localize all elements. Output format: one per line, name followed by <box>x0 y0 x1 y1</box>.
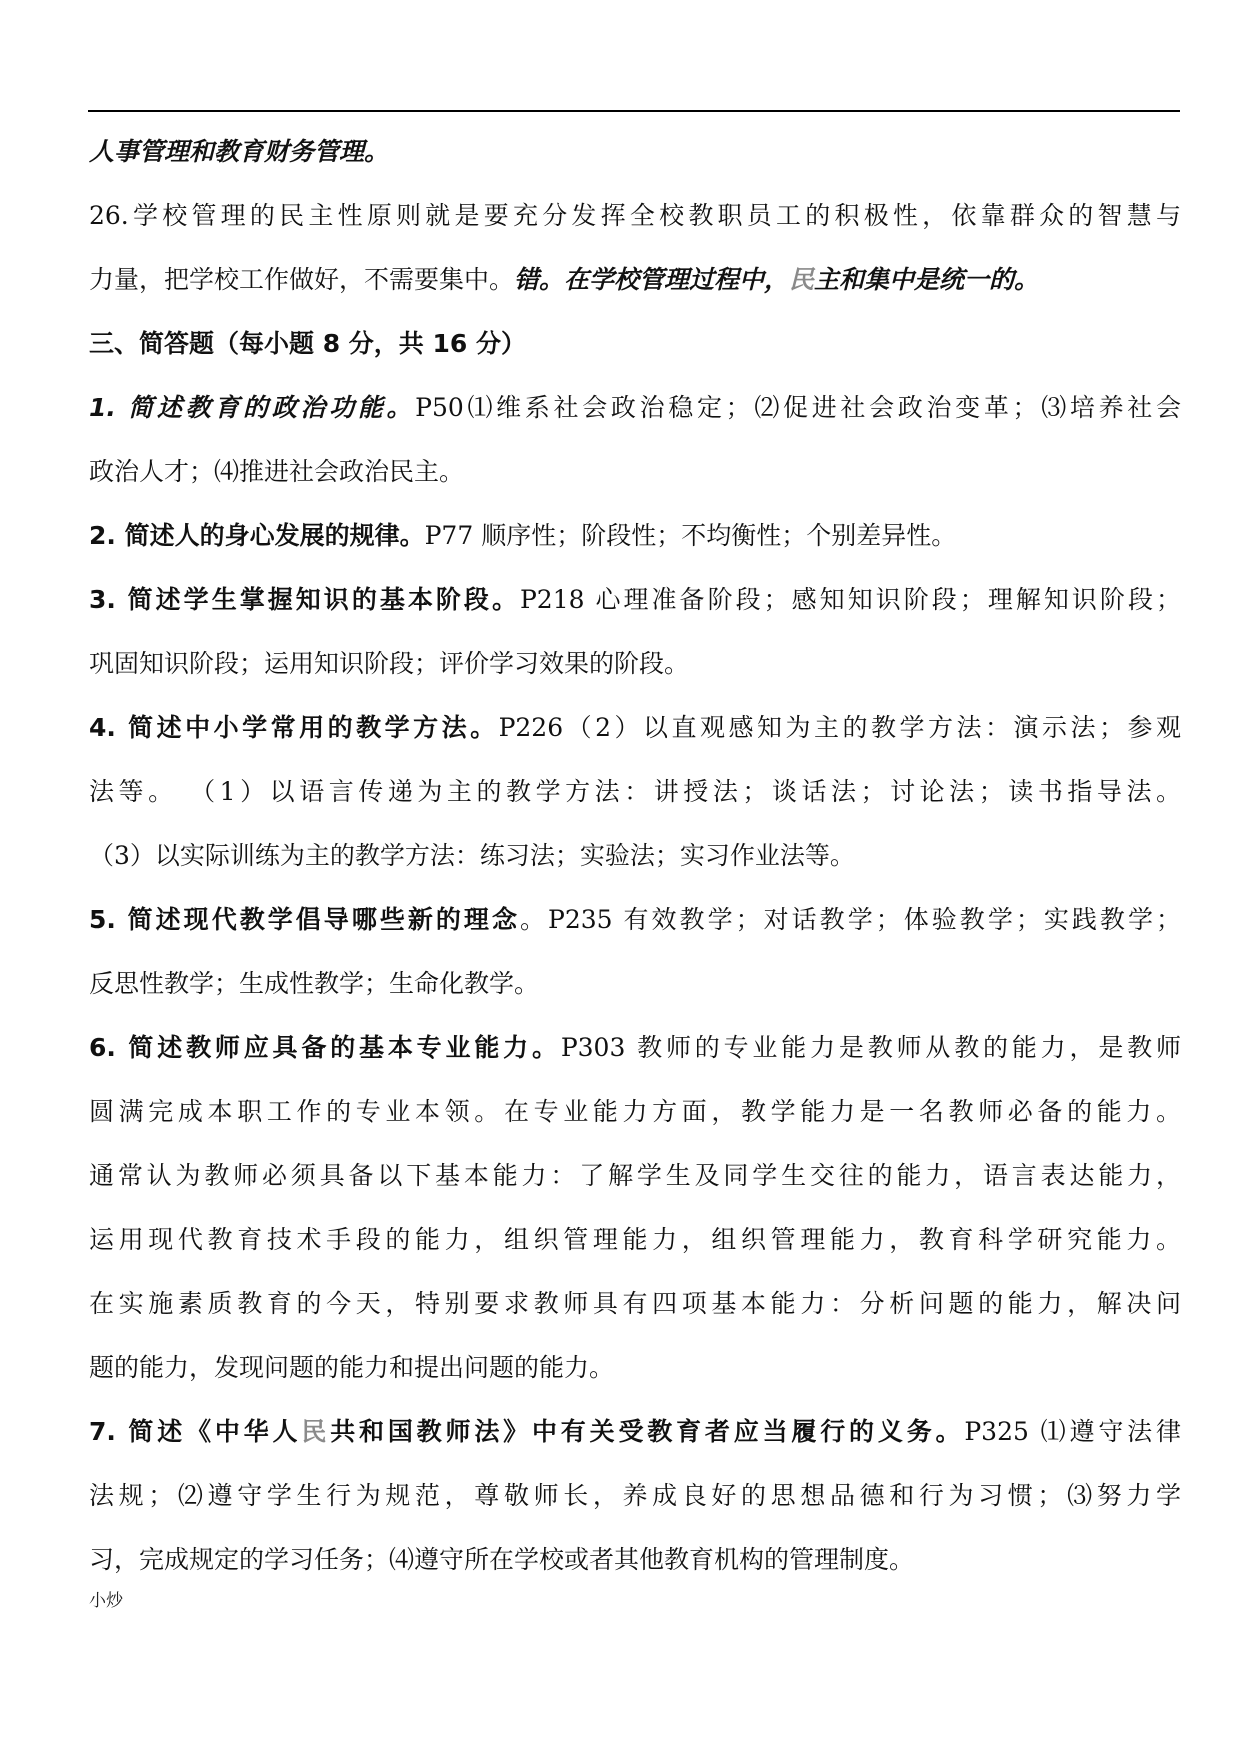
item-4-question: 4. 简述中小学常用的教学方法。 <box>89 713 499 742</box>
item-7-answer-2: 法规；⑵遵守学生行为规范，尊敬师长，养成良好的思想品德和行为习惯；⑶努力学 <box>89 1481 1181 1510</box>
item-2-question: 2. 简述人的身心发展的规律。 <box>89 521 425 550</box>
item-6-line-1 <box>89 1016 1181 1080</box>
q26-text-2: 力量，把学校工作做好，不需要集中。 <box>89 265 515 294</box>
q26-line-2 <box>89 248 1181 312</box>
item-7-question-b: 共和国教师法》中有关受教育者应当履行的义务。 <box>330 1417 965 1446</box>
item-4-answer-2: 法等。 （1）以语言传递为主的教学方法：讲授法；谈话法；讨论法；读书指导法。 <box>89 777 1181 806</box>
q26-line-1 <box>89 184 1181 248</box>
item-3-answer-1: P218 心理准备阶段；感知知识阶段；理解知识阶段； <box>519 585 1181 614</box>
item-1-question: 1. 简述教育的政治功能。 <box>89 393 416 422</box>
item-6-answer-3: 通常认为教师必须具备以下基本能力：了解学生及同学生交往的能力，语言表达能力， <box>89 1161 1181 1190</box>
item-5-question: 5. 简述现代教学倡导哪些新的理念 <box>89 905 520 934</box>
intro-line: 人事管理和教育财务管理。 <box>89 137 390 166</box>
q26-answer-b: 主和集中是统一的。 <box>814 265 1040 294</box>
item-4-answer-3: （3）以实际训练为主的教学方法：练习法；实验法；实习作业法等。 <box>89 841 855 870</box>
q26-answer-a: 错。在学校管理过程中， <box>514 265 790 294</box>
item-6-answer-4: 运用现代教育技术手段的能力，组织管理能力，组织管理能力，教育科学研究能力。 <box>89 1225 1181 1254</box>
item-3-answer-2: 巩固知识阶段；运用知识阶段；评价学习效果的阶段。 <box>89 649 690 678</box>
item-5-answer-2: 反思性教学；生成性教学；生命化教学。 <box>89 969 540 998</box>
item-6-question: 6. 简述教师应具备的基本专业能力。 <box>89 1033 561 1062</box>
item-7-question-a: 7. 简述《中华人 <box>89 1417 302 1446</box>
item-5-answer-1: 。P235 有效教学；对话教学；体验教学；实践教学； <box>519 905 1181 934</box>
item-6-answer-2: 圆满完成本职工作的专业本领。在专业能力方面，教学能力是一名教师必备的能力。 <box>89 1097 1181 1126</box>
item-3-line-1 <box>89 568 1181 632</box>
item-5-line-1 <box>89 888 1181 952</box>
item-4-answer-1: P226（2）以直观感知为主的教学方法：演示法；参观 <box>498 713 1181 742</box>
section-title: 三、简答题（每小题 8 分，共 16 分） <box>89 329 527 358</box>
item-7-line-1 <box>89 1400 1181 1464</box>
item-2-answer-1: P77 顺序性；阶段性；不均衡性；个别差异性。 <box>424 521 957 550</box>
document-body <box>89 120 1181 1592</box>
item-7-question-min: 民 <box>301 1417 331 1446</box>
item-6-answer-6: 题的能力，发现问题的能力和提出问题的能力。 <box>89 1353 615 1382</box>
page-footer: 小炒 <box>89 1591 123 1611</box>
q26-number: 26. <box>89 201 129 230</box>
header-rule <box>88 110 1180 112</box>
q26-text-1: 学校管理的民主性原则就是要充分发挥全校教职员工的积极性，依靠群众的智慧与 <box>128 201 1181 230</box>
item-1-answer-1: P50⑴维系社会政治稳定；⑵促进社会政治变革；⑶培养社会 <box>415 393 1181 422</box>
item-1-line-1 <box>89 376 1181 440</box>
item-1-answer-2: 政治人才；⑷推进社会政治民主。 <box>89 457 465 486</box>
item-4-line-1 <box>89 696 1181 760</box>
item-2-line-1 <box>89 504 1181 568</box>
item-6-answer-5: 在实施素质教育的今天，特别要求教师具有四项基本能力：分析问题的能力，解决问 <box>89 1289 1181 1318</box>
item-6-answer-1: P303 教师的专业能力是教师从教的能力，是教师 <box>560 1033 1181 1062</box>
q26-answer-min: 民 <box>789 265 815 294</box>
item-7-answer-1: P325 ⑴遵守法律 <box>964 1417 1181 1446</box>
item-3-question: 3. 简述学生掌握知识的基本阶段。 <box>89 585 520 614</box>
item-7-answer-3: 习，完成规定的学习任务；⑷遵守所在学校或者其他教育机构的管理制度。 <box>89 1545 915 1574</box>
